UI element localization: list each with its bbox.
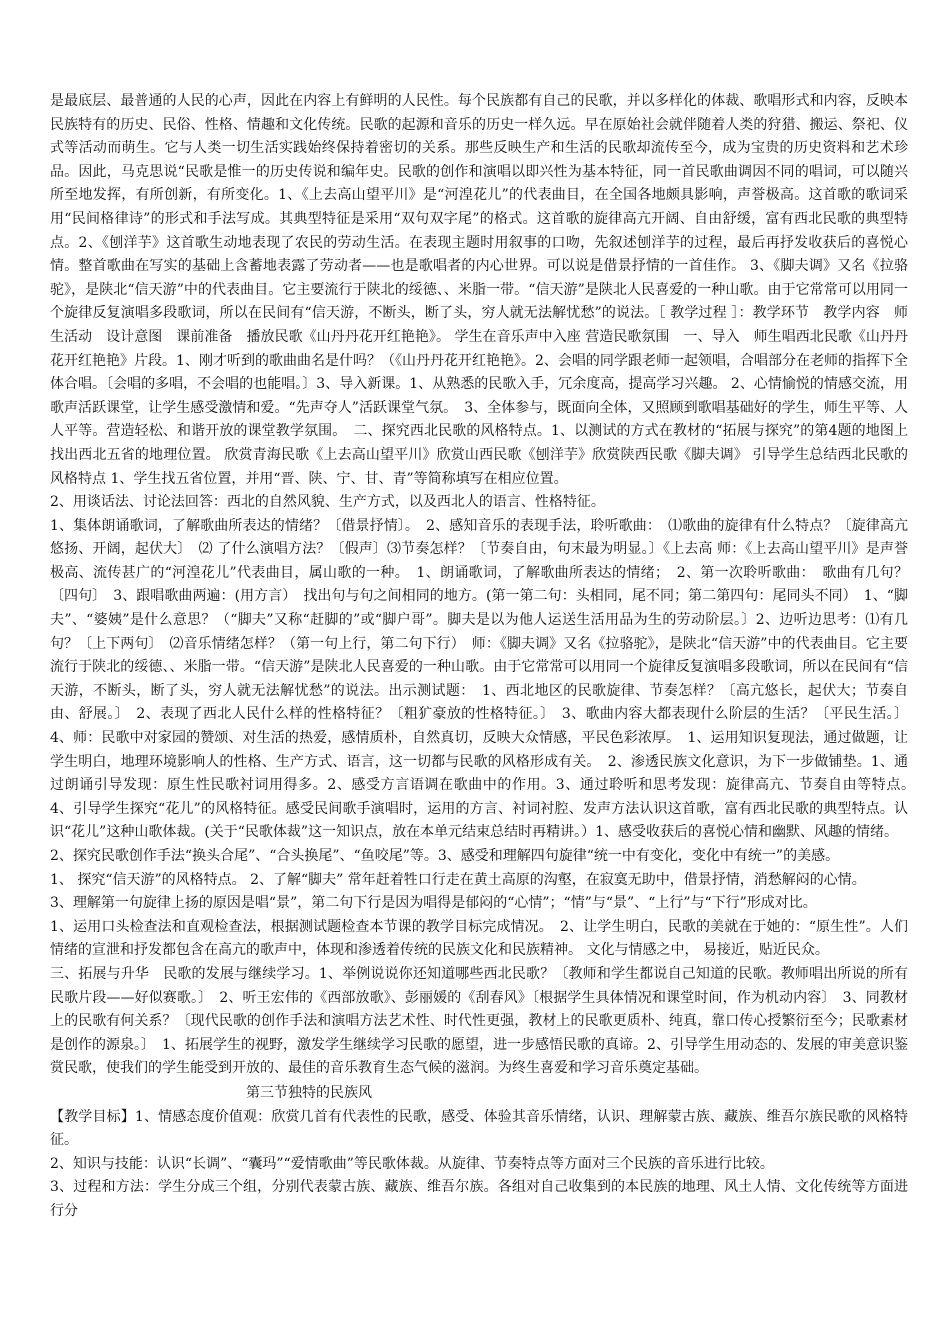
paragraph-song-analysis: 1、集体朗诵歌词，了解歌曲所表达的情绪？〔借景抒情〕。 2、感知音乐的表现手法，聆听歌曲： ⑴歌曲的旋律有什么特点？〔旋律高亢悠扬、开阔，起伏大〕 ⑵ 了什么演唱方法？〔假声〕⑶节奏怎样？〔节奏自由，句末最为明显。〕《上去高 师：《上去高山望平川》是声誉极高、流传甚广的“河湟花儿”代表曲目，属山歌的一种。 1、朗诵歌词，了解歌曲所表达的情绪； 2、第一次聆听歌曲： 歌曲有几句？〔四句〕 3、跟唱歌曲两遍：(用方言） 找出句与句之间相同的地方。(第一第二句：头相同，尾不同；第二第四句：尾同头不同） 1、“脚夫”、“婆姨”是什么意思？（“脚夫”又称“赶脚的”或“脚户哥”。脚夫是以为他人运送生活用品为生的劳动阶层。〕2、边听边思考：⑴有几句？〔上下两句〕 ⑵音乐情绪怎样？（第一句上行，第二句下行） 师：《脚夫调》又名《拉骆驼》，是陕北“信天游”中的代表曲目。它主要流行于陕北的绥德、、米脂一带。“信天游”是陕北人民喜爱的一种山歌。由于它常常可以用同一个旋律反复演唱多段歌词，所以在民间有“信天游，不断头，断了头，穷人就无法解忧愁”的说法。出示测试题： 1、西北地区的民歌旋律、节奏怎样？〔高亢悠长，起伏大；节奏自由、舒展。〕 2、表现了西北人民什么样的性格特征？〔粗犷豪放的性格特征。〕 3、歌曲内容大都表现什么阶层的生活？〔平民生活。〕4、师：民歌中对家园的赞颂、对生活的热爱，感情质朴，自然真切，反映大众情感，平民色彩浓厚。 1、运用知识复现法，通过做题，让学生明白，地理环境影响人的性格、生产方式、语言，这一切都与民歌的风格形成有关。 2、渗透民族文化意识，为下一步做铺垫。1、通过朗诵引导发现：原生性民歌衬词用得多。2、感受方言语调在歌曲中的作用。3、通过聆听和思考发现：旋律高亢、节奏自由等特点。 4、引导学生探究“花儿”的风格特征。感受民间歌手演唱时，运用的方言、衬词衬腔、发声方法认识这首歌，富有西北民歌的典型特点。认识“花儿”这种山歌体裁。(关于“民歌体裁”这一知识点，放在本单元结束总结时再精讲。）1、感受收获后的喜悦心情和幽默、风趣的情绪。 (50, 517, 922, 841)
paragraph-melody-contrast: 3、理解第一句旋律上扬的原因是唱“景”，第二句下行是因为唱得是郁闷的“心情”；“情”与“景”、“上行”与“下行”形成对比。 (50, 895, 817, 912)
paragraph-teaching-goal: 【教学目标】1、情感态度价值观：欣赏几首有代表性的民歌，感受、体验其音乐情绪，认识、理解蒙古族、藏族、维吾尔族民歌的风格特征。 (50, 1108, 908, 1149)
paragraph-knowledge-skills: 2、知识与技能：认识“长调”、“囊玛”“爱情歌曲”等民歌体裁。从旋律、节奏特点等方面对三个民族的音乐进行比较。 (50, 1155, 774, 1172)
paragraph-xintianyou: 1、 探究“信天游”的风格特点。 2、了解“脚夫” 常年赶着牲口行走在黄土高原的沟壑，在寂寞无助中，借景抒情，消愁解闷的心情。 (50, 871, 866, 888)
paragraph-creation-methods: 2、探究民歌创作手法“换头合尾”、“合头换尾”、“鱼咬尾”等。3、感受和理解四句旋律“统一中有变化，变化中有统一”的美感。 (50, 848, 840, 864)
paragraph-extension: 三、拓展与升华 民歌的发展与继续学习。1、举例说说你还知道哪些西北民歌？〔教师和学生都说自己知道的民歌。教师唱出所说的所有民歌片段——好似赛歌。〕 2、听王宏伟的《西部放歌》、彭丽媛的《刮春风》〔根据学生具体情况和课堂时间，作为机动内容〕 3、同教材上的民歌有何关系？〔现代民歌的创作手法和演唱方法艺术性、时代性更强，教材上的民歌更质朴、纯真，靠口传心授繁衍至今；民歌素材是创作的源泉。〕 1、拓展学生的视野，激发学生继续学习民歌的愿望，进一步感悟民歌的真谛。2、引导学生用动态的、发展的审美意识鉴赏民歌，使我们的学生能受到开放的、最佳的音乐教育生态气候的滋润。为终生喜爱和学习音乐奠定基础。 (50, 965, 908, 1077)
section-title: 第三节独特的民族风 (246, 1084, 372, 1101)
paragraph-folk-song-intro: 是最底层、最普通的人民的心声，因此在内容上有鲜明的人民性。每个民族都有自己的民歌，并以多样化的体裁、歌唱形式和内容，反映本民族特有的历史、民俗、性格、情趣和文化传统。民歌的起源和音乐的历史一样久远。早在原始社会就伴随着人类的狩猎、搬运、祭祀、仪式等活动而萌生。它与人类一切生活实践始终保持着密切的关系。那些反映生产和生活的民歌却流传至今，成为宝贵的历史资料和艺术珍品。因此，马克思说“民歌是惟一的历史传说和编年史。民歌的创作和演唱以即兴性为基本特征，同一首民歌曲调因不同的唱词，可以随兴所至地发挥，有所创新，有所变化。1、《上去高山望平川》是“河湟花儿”的代表曲目，在全国各地颇具影响，声誉极高。这首歌的歌词采用“民间格律诗”的形式和手法写成。其典型特征是采用“双句双字尾”的格式。这首歌的旋律高亢开阔、自由舒缓，富有西北民歌的典型特点。2、《刨洋芋》这首歌生动地表现了农民的劳动生活。在表现主题时用叙事的口吻，先叙述刨洋芋的过程，最后再抒发收获后的喜悦心情。整首歌曲在写实的基础上含蓄地表露了劳动者——也是歌唱者的内心世界。可以说是借景抒情的一首佳作。 3、《脚夫调》又名《拉骆驼》，是陕北“信天游”中的代表曲目。它主要流行于陕北的绥德、、米脂一带。“信天游”是陕北人民喜爱的一种山歌。由于它常常可以用同一个旋律反复演唱多段歌词，所以在民间有“信天游，不断头，断了头，穷人就无法解忧愁”的说法。［ 教学过程 ］：教学环节 教学内容 师生活动 设计意图 课前准备 播放民歌《山丹丹花开红艳艳》。 学生在音乐声中入座 营造民歌氛围 一、导入 师生唱西北民歌《山丹丹花开红艳艳》片段。1、刚才听到的歌曲曲名是什吗？（《山丹丹花开红艳艳》。2、会唱的同学跟老师一起领唱，合唱部分在老师的指挥下全体合唱。〔会唱的多唱，不会唱的也能唱。〕3、导入新课。1、从熟悉的民歌入手，冗余度高，提高学习兴趣。 2、心情愉悦的情感交流，用歌声活跃课堂，让学生感受激情和爱。“先声夺人”活跃课堂气氛。 3、全体参与，既面向全体，又照顾到歌唱基础好的学生，师生平等、人人平等。营造轻松、和谐开放的课堂教学氛围。 二、探究西北民歌的风格特点。1、以测试的方式在教材的“拓展与探究”的第4题的地图上找出西北五省的地理位置。 欣赏青海民歌《上去高山望平川》欣赏山西民歌《刨洋芋》欣赏陕西民歌《脚夫调》 引导学生总结西北民歌的风格特点 1、学生找五省位置，并用“晋、陕、宁、甘、青”等简称填写在相应位置。 (50, 93, 908, 487)
paragraph-process-methods: 3、过程和方法：学生分成三个组，分别代表蒙古族、藏族、维吾尔族。各组对自己收集到的本民族的地理、风土人情、文化传统等方面进行分 (50, 1179, 908, 1219)
document-page (50, 90, 922, 1224)
paragraph-discussion: 2、用谈话法、讨论法回答：西北的自然风貌、生产方式，以及西北人的语言、性格特征。 (50, 494, 605, 511)
paragraph-assessment: 1、运用口头检查法和直观检查法，根据测试题检查本节课的教学目标完成情况。 2、让学生明白，民歌的美就在于她的：“原生性”。人们情绪的宣泄和抒发都包含在高亢的歌声中，体现和渗透着传统的民族文化和民族精神。 文化与情感之中， 易接近，贴近民众。 (50, 918, 908, 959)
